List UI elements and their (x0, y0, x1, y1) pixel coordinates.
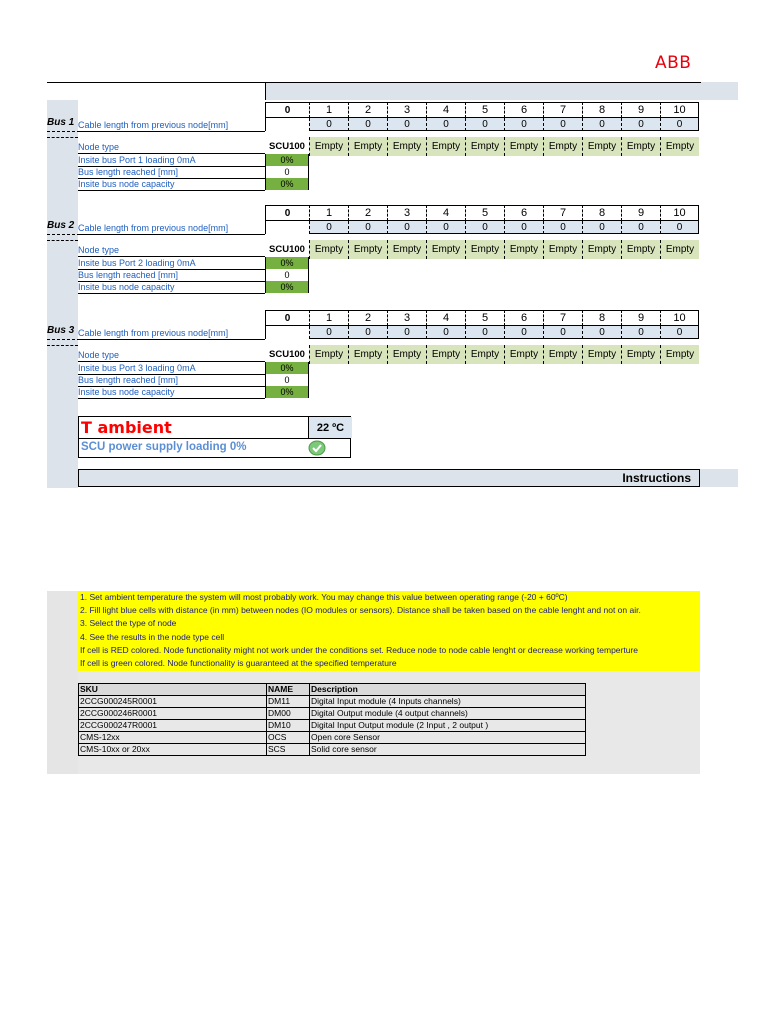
table-cell: Digital Input Output module (2 Input , 2 output ) (310, 720, 586, 732)
scu-node-cell: SCU100 (265, 240, 309, 259)
node-type-select[interactable]: Empty (309, 137, 348, 156)
node-type-select[interactable]: Empty (465, 137, 504, 156)
node-number-row (265, 205, 699, 221)
cable-length-input[interactable]: 0 (426, 221, 465, 234)
cable-length-input[interactable]: 0 (660, 118, 699, 131)
node-type-label: Node type (78, 142, 120, 152)
cable-length-input[interactable]: 0 (582, 326, 621, 339)
cable-length-input[interactable]: 0 (348, 118, 387, 131)
cable-length-input[interactable]: 0 (504, 326, 543, 339)
node-type-select[interactable]: Empty (660, 345, 699, 364)
node-number: 7 (543, 205, 582, 221)
node-capacity-label: Insite bus node capacity (78, 179, 175, 189)
cable-length-input[interactable]: 0 (387, 118, 426, 131)
scu-node-cell: SCU100 (265, 137, 309, 156)
node-number: 0 (265, 102, 309, 118)
node-type-select[interactable]: Empty (348, 240, 387, 259)
cable-length-row (265, 118, 699, 131)
node-type-select[interactable]: Empty (621, 137, 660, 156)
sku-table (78, 683, 586, 756)
ambient-panel (78, 416, 351, 458)
node-type-row (265, 345, 699, 364)
table-row (79, 696, 586, 708)
instructions-label: Instructions (622, 471, 691, 485)
node-type-select[interactable]: Empty (504, 137, 543, 156)
bus-length-value: 0 (265, 374, 309, 386)
cable-length-label: Cable length from previous node[mm] (78, 223, 229, 233)
node-type-row (265, 137, 699, 156)
node-type-label: Node type (78, 245, 120, 255)
node-type-select[interactable]: Empty (504, 345, 543, 364)
node-number: 9 (621, 102, 660, 118)
table-header-cell: SKU (79, 684, 267, 696)
header-band (47, 82, 738, 100)
bus-length-value: 0 (265, 166, 309, 178)
node-number: 10 (660, 310, 699, 326)
node-type-select[interactable]: Empty (621, 240, 660, 259)
port-loading-label: Insite bus Port 1 loading 0mA (78, 155, 196, 165)
node-number: 0 (265, 205, 309, 221)
cable-length-input[interactable]: 0 (387, 326, 426, 339)
instruction-line: If cell is green colored. Node functionality is guaranteed at the specified temperature (80, 658, 397, 668)
node-number: 2 (348, 310, 387, 326)
node-number: 1 (309, 102, 348, 118)
node-number: 6 (504, 310, 543, 326)
cable-length-input[interactable]: 0 (543, 326, 582, 339)
instruction-line: If cell is RED colored. Node functionality might not work under the conditions set. Reduce node to node cable lenght or decrease working temperture (80, 644, 639, 655)
node-type-select[interactable]: Empty (621, 345, 660, 364)
table-row (79, 732, 586, 744)
node-type-label: Node type (78, 350, 120, 360)
node-number: 8 (582, 102, 621, 118)
bus-label: Bus 3 (47, 325, 75, 336)
port-loading-label: Insite bus Port 2 loading 0mA (78, 258, 196, 268)
node-type-select[interactable]: Empty (582, 345, 621, 364)
node-type-select[interactable]: Empty (504, 240, 543, 259)
cable-length-input[interactable]: 0 (309, 326, 348, 339)
node-number: 3 (387, 205, 426, 221)
node-type-select[interactable]: Empty (582, 137, 621, 156)
scu-power-loading-label: SCU power supply loading 0% (81, 441, 247, 453)
node-type-select[interactable]: Empty (582, 240, 621, 259)
node-type-select[interactable]: Empty (660, 240, 699, 259)
cable-length-input[interactable]: 0 (621, 326, 660, 339)
bus-block-2 (0, 205, 768, 305)
cable-length-input[interactable]: 0 (582, 221, 621, 234)
node-type-select[interactable]: Empty (348, 137, 387, 156)
bus-length-label: Bus length reached [mm] (78, 270, 179, 280)
instruction-line: 1. Set ambient temperature the system will most probably work. You may change this value between operating range (-20 + 60ºC) (80, 592, 568, 602)
cable-length-input[interactable]: 0 (660, 221, 699, 234)
table-cell: 2CCG000246R0001 (79, 708, 267, 720)
node-type-select[interactable]: Empty (387, 345, 426, 364)
table-cell: 2CCG000245R0001 (79, 696, 267, 708)
cable-length-input[interactable]: 0 (504, 221, 543, 234)
node-number: 8 (582, 205, 621, 221)
table-cell: 2CCG000247R0001 (79, 720, 267, 732)
node-number: 0 (265, 310, 309, 326)
cable-length-label: Cable length from previous node[mm] (78, 120, 229, 130)
ambient-temperature-label: T ambient (81, 418, 172, 437)
bus-label: Bus 2 (47, 220, 75, 231)
node-number: 5 (465, 310, 504, 326)
node-number: 9 (621, 205, 660, 221)
bus-length-label: Bus length reached [mm] (78, 167, 179, 177)
lower-gutter (47, 591, 78, 774)
node-number: 3 (387, 102, 426, 118)
abb-logo-text: ABB (655, 53, 692, 73)
cable-length-input[interactable]: 0 (348, 326, 387, 339)
cable-blank-cell (265, 326, 309, 339)
table-cell: Open core Sensor (310, 732, 586, 744)
cable-length-row (265, 221, 699, 234)
cable-length-input[interactable]: 0 (348, 221, 387, 234)
port-loading-value: 0% (265, 154, 309, 166)
node-number: 5 (465, 205, 504, 221)
node-number: 2 (348, 205, 387, 221)
table-cell: DM10 (267, 720, 310, 732)
cable-length-row (265, 326, 699, 339)
cable-length-input[interactable]: 0 (543, 221, 582, 234)
node-type-select[interactable]: Empty (465, 345, 504, 364)
node-type-select[interactable]: Empty (543, 137, 582, 156)
cable-length-input[interactable]: 0 (426, 118, 465, 131)
node-type-row (265, 240, 699, 259)
node-type-select[interactable]: Empty (426, 137, 465, 156)
node-number: 5 (465, 102, 504, 118)
node-type-select[interactable]: Empty (465, 240, 504, 259)
node-number: 10 (660, 102, 699, 118)
ambient-temperature-input[interactable]: 22 ºC (308, 417, 352, 438)
node-number-row (265, 310, 699, 326)
table-cell: DM11 (267, 696, 310, 708)
scu-node-cell: SCU100 (265, 345, 309, 364)
node-number: 4 (426, 102, 465, 118)
instruction-line: 2. Fill light blue cells with distance (in mm) between nodes (IO modules or sensors). Distance shall be taken based on the cable lenght and not on air. (80, 605, 641, 616)
cable-length-input[interactable]: 0 (309, 221, 348, 234)
node-number: 4 (426, 310, 465, 326)
bus-block-3 (0, 310, 768, 410)
cable-length-input[interactable]: 0 (426, 326, 465, 339)
instructions-panel (78, 591, 700, 671)
node-type-select[interactable]: Empty (387, 137, 426, 156)
table-cell: SCS (267, 744, 310, 756)
node-type-select[interactable]: Empty (426, 345, 465, 364)
node-capacity-label: Insite bus node capacity (78, 282, 175, 292)
table-cell: Solid core sensor (310, 744, 586, 756)
node-number: 7 (543, 102, 582, 118)
node-number: 9 (621, 310, 660, 326)
node-number: 4 (426, 205, 465, 221)
cable-length-input[interactable]: 0 (621, 118, 660, 131)
node-type-select[interactable]: Empty (387, 240, 426, 259)
port-loading-value: 0% (265, 362, 309, 374)
cable-blank-cell (265, 221, 309, 234)
node-number-row (265, 102, 699, 118)
table-header-cell: NAME (267, 684, 310, 696)
table-cell: CMS-12xx (79, 732, 267, 744)
node-number: 6 (504, 205, 543, 221)
cable-length-input[interactable]: 0 (465, 221, 504, 234)
cable-length-input[interactable]: 0 (621, 221, 660, 234)
bus-block-1 (0, 102, 768, 202)
bus-label: Bus 1 (47, 117, 75, 128)
node-type-select[interactable]: Empty (348, 345, 387, 364)
node-capacity-value: 0% (265, 386, 309, 398)
node-type-select[interactable]: Empty (426, 240, 465, 259)
node-type-select[interactable]: Empty (660, 137, 699, 156)
table-row (79, 720, 586, 732)
node-type-select[interactable]: Empty (309, 345, 348, 364)
cable-length-input[interactable]: 0 (465, 118, 504, 131)
cable-length-input[interactable]: 0 (582, 118, 621, 131)
node-capacity-label: Insite bus node capacity (78, 387, 175, 397)
node-number: 1 (309, 205, 348, 221)
table-cell: CMS-10xx or 20xx (79, 744, 267, 756)
table-row (79, 744, 586, 756)
cable-length-input[interactable]: 0 (309, 118, 348, 131)
node-number: 7 (543, 310, 582, 326)
table-row (79, 708, 586, 720)
instruction-line: 4. See the results in the node type cell (80, 631, 225, 642)
cable-length-input[interactable]: 0 (504, 118, 543, 131)
cable-length-label: Cable length from previous node[mm] (78, 328, 229, 338)
node-number: 10 (660, 205, 699, 221)
table-cell: OCS (267, 732, 310, 744)
table-cell: Digital Input module (4 Inputs channels) (310, 696, 586, 708)
node-number: 8 (582, 310, 621, 326)
bus-length-value: 0 (265, 269, 309, 281)
node-type-select[interactable]: Empty (309, 240, 348, 259)
node-type-select[interactable]: Empty (543, 345, 582, 364)
table-cell: Digital Output module (4 output channels) (310, 708, 586, 720)
node-number: 2 (348, 102, 387, 118)
cable-blank-cell (265, 118, 309, 131)
node-number: 6 (504, 102, 543, 118)
node-type-select[interactable]: Empty (543, 240, 582, 259)
node-capacity-value: 0% (265, 178, 309, 190)
node-number: 1 (309, 310, 348, 326)
instruction-line: 3. Select the type of node (80, 618, 177, 629)
node-number: 3 (387, 310, 426, 326)
instructions-bar (78, 469, 738, 487)
node-capacity-value: 0% (265, 281, 309, 293)
port-loading-value: 0% (265, 257, 309, 269)
table-header-cell: Description (310, 684, 586, 696)
cable-length-input[interactable]: 0 (660, 326, 699, 339)
check-circle-icon (308, 440, 326, 456)
bus-length-label: Bus length reached [mm] (78, 375, 179, 385)
cable-length-input[interactable]: 0 (387, 221, 426, 234)
port-loading-label: Insite bus Port 3 loading 0mA (78, 363, 196, 373)
cable-length-input[interactable]: 0 (543, 118, 582, 131)
cable-length-input[interactable]: 0 (465, 326, 504, 339)
table-cell: DM00 (267, 708, 310, 720)
